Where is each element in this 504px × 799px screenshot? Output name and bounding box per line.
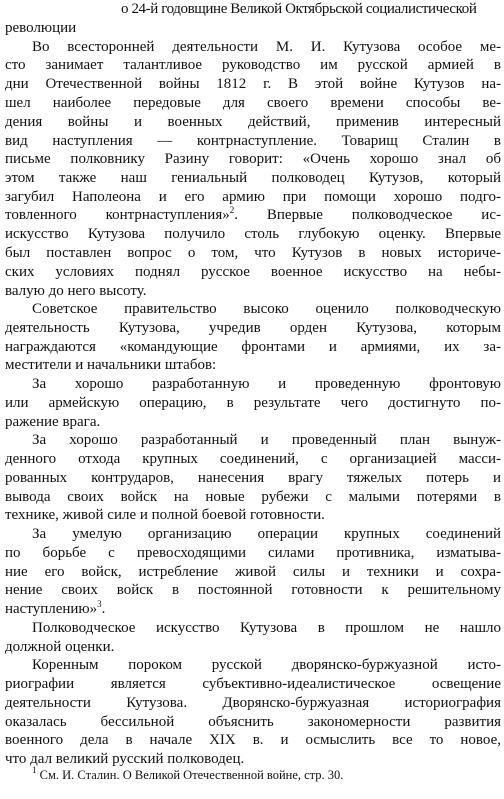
footnote-1 (32, 765, 501, 783)
text-line: Советское правительство высоко оценило полководческую (32, 301, 501, 317)
text-line: риографии является субъективно-идеалистическое освещение (5, 676, 501, 692)
text-segment: . (101, 601, 106, 617)
text-line: Коренным пороком русской дворянско-буржуазной исто- (32, 657, 501, 673)
text-segment: наступлению» (5, 601, 98, 617)
text-line: технике, живой силе и полной боевой готовности. (5, 507, 325, 523)
text-line: о 24-й годовщине Великой Октябрьской социалистической (121, 1, 477, 17)
text-line: За хорошо разработанную и проведенную фронтовую (32, 376, 501, 392)
footnote-ref-3: 3 (97, 599, 102, 609)
text-segment: . Впервые полководческое ис- (234, 207, 501, 223)
text-line: вид наступления — контрнаступление. Товарищ Сталин в (5, 133, 501, 149)
text-line: Во всесторонней деятельности М. И. Кутузова особое ме- (32, 39, 501, 55)
text-line: награждаются «командующие фронтами и армиями, их за- (5, 339, 501, 355)
text-line: деятельности Кутузова. Дворянско-буржуазная историография (5, 695, 501, 711)
text-line: должной оценки. (5, 639, 115, 655)
text-line: деятельность Кутузова, учредив орден Кутузова, которым (5, 320, 501, 336)
text-line: военного дела в начале XIX в. и осмыслить все то новое, (5, 732, 501, 748)
text-line: загубил Наполеона и его армию при помощи хорошо подго- (5, 189, 501, 205)
text-line-with-reference (5, 600, 501, 619)
text-line: шел наиболее передовые для своего времени способы ве- (5, 95, 501, 111)
footnote-ref-2: 2 (229, 205, 235, 215)
text-line: искусство Кутузова получило столь глубокую оценку. Впервые (5, 226, 501, 242)
text-line: или армейскую операцию, в результате чего достигнуто по- (5, 395, 501, 411)
text-line: За хорошо разработанный и проведенный план вынуж- (32, 432, 501, 448)
text-line: по борьбе с превосходящими силами противника, изматыва- (5, 545, 501, 561)
text-line: сто занимает талантливое руководство им русской армией в (5, 57, 501, 73)
text-line: местители и начальники штабов: (5, 357, 217, 373)
text-line: дения войны и военных действий, применив интересный (5, 114, 501, 130)
text-line: оказалась бессильной объяснить закономерности развития (5, 714, 501, 730)
text-line: дни Отечественной войны 1812 г. В этой войне Кутузов на- (5, 76, 501, 92)
text-line: был поставлен вопрос о том, что Кутузов в новых историче- (5, 245, 501, 261)
text-line: ражение врага. (5, 414, 101, 430)
text-line: ние его войск, истребление живой силы и техники и сохра- (5, 564, 501, 580)
text-line: письме полковнику Разину говорит: «Очень хорошо знал об (5, 151, 501, 167)
text-line-with-reference (5, 206, 501, 225)
text-line: что дал великий русский полководец. (5, 751, 245, 767)
text-line: ских условиях поднял русское военное искусство на небы- (5, 264, 501, 280)
text-line: нение своих войск в постоянной готовности к решительному (5, 582, 501, 598)
text-line: денного отхода крупных соединений, с организацией масси- (5, 451, 501, 467)
text-segment: товленного контрнаступления» (5, 207, 230, 223)
text-line: Полководческое искусство Кутузова в прошлом не нашло (32, 620, 501, 636)
text-line: рованных контрударов, нанесения врагу тяжелых потерь и (5, 470, 501, 486)
text-line: За умелую организацию операции крупных соединений (32, 526, 501, 542)
text-line: этом также наш гениальный полководец Кутузов, который (5, 170, 501, 186)
footnote-num: 1 (32, 765, 37, 775)
text-line: вывода своих войск на новые рубежи с малыми потерями в (5, 489, 501, 505)
footnote-text: См. И. Сталин. О Великой Отечественной войне, стр. 30. (39, 768, 344, 782)
text-line: революции (5, 20, 77, 36)
text-line: валую до него высоту. (5, 283, 147, 299)
